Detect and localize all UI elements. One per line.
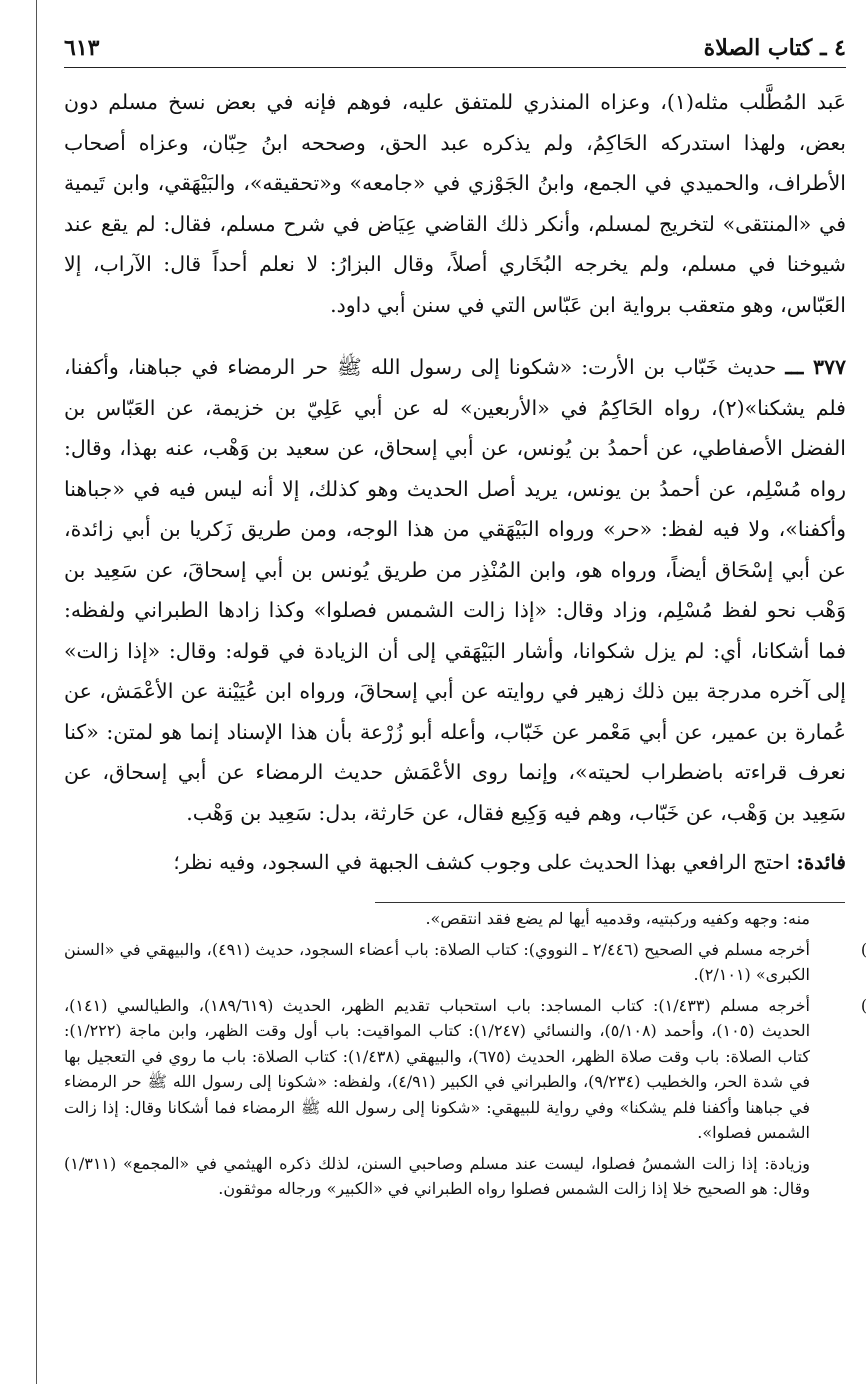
page-header <box>64 30 846 68</box>
footnote-2 <box>64 993 867 1146</box>
footnote-1 <box>64 937 867 988</box>
paragraph-spacer <box>64 325 846 347</box>
page-number: ٦١٣ <box>64 35 100 61</box>
hadith-number: ٣٧٧ ـــ <box>785 355 846 379</box>
footnote-separator <box>375 902 845 903</box>
paragraph-1: عَبد المُطَّلب مثله(١)، وعزاه المنذري للمتفق عليه، فوهم فإنه في بعض نسخ مسلم دون بعض، ولهذا استدركه الحَاكِمُ، ولم يذكره عبد الحق، وصححه ابنُ حِبّان، وعزاه أصحاب الأطراف، والحميدي في الجمع، وابنُ الجَوْزي في «جامعه» و«تحقيقه»، والبَيْهَقي، وابن تَيمية في «المنتقى» لتخريج لمسلم، وأنكر ذلك القاضي عِيَاض في شرح مسلم، فقال: لم يقع عند شيوخنا في مسلم، ولم يخرجه البُخَاري أصلاً، وقال البزارُ: لا نعلم أحداً قال: الآراب، إلا العَبّاس، وهو متعقب برواية ابن عَبّاس التي في سنن أبي داود. <box>64 90 846 317</box>
benefit-text: احتج الرافعي بهذا الحديث على وجوب كشف الجبهة في السجود، وفيه نظر؛ <box>173 850 791 874</box>
footnote-continuation <box>64 906 846 932</box>
page-binding-edge <box>36 0 37 1384</box>
hadith-text: حديث خَبّاب بن الأرت: «شكونا إلى رسول الله ﷺ حر الرمضاء في جباهنا، وأكفنا، فلم يشكنا»(٢)، رواه الحَاكِمُ في «الأربعين» له عن أبي عَلِيّ بن خزيمة، عن العَبّاس بن الفضل الأصفاطي، عن أحمدُ بن يُونس، عن أبي إسحاق، عن سعيد بن وَهْب، عنه بهذا، وقال: رواه مُسْلِم، عن أحمدُ بن يونس، يريد أصل الحديث وهو كذلك، إلا أنه ليس فيه في «جباهنا وأكفنا»، ولا فيه لفظ: «حر» ورواه البَيْهَقي من هذا الوجه، ومن طريق زَكريا بن أبي زائدة، عن أبي إسْحَاق أيضاً، ورواه هو، وابن المُنْذِر من طريق يُونس بن أبي إسحاقَ، عن سَعِيد بن وَهْب نحو لفظ مُسْلِم، وزاد وقال: «إذا زالت الشمس فصلوا» وكذا زادها الطبراني ولفظه: فما أشكانا، أي: لم يزل شكوانا، وأشار البَيْهَقي إلى أن الزيادة في قوله: وقال: «إذا زالت» إلى آخره مدرجة بين ذلك زهير في روايته عن أبي إسحاقَ، ورواه ابن عُيَيْنة عن الأعْمَش، عن عُمارة بن عمير، عن أبي مَعْمر عن خَبّاب، وأعله أبو زُرْعة بأن هذا الإسناد إنما هو لمتن: «كنا نعرف قراءته باضطراب لحيته»، وإنما روى الأعْمَش حديث الرمضاء عن أبي إسحاق، عن سَعِيد بن وَهْب، عن خَبّاب، وهم فيه وَكِيع فقال، عن حَارثة، بدل: سَعِيد بن وَهْب. <box>64 355 846 825</box>
benefit-note <box>64 842 846 882</box>
benefit-label: فائدة: <box>796 850 846 874</box>
paragraph-2 <box>64 347 846 833</box>
footnote-1-text: أخرجه مسلم في الصحيح (٢/٤٤٦ ـ النووي): كتاب الصلاة: باب أعضاء السجود، حديث (٤٩١)، والبيهقي في «السنن الكبرى» (٢/١٠١). <box>64 939 810 984</box>
footnotes <box>64 906 867 1202</box>
footnote-2-marker: ) <box>860 995 867 1015</box>
running-head: ٤ ـ كتاب الصلاة <box>703 35 846 61</box>
footnote-2-text: أخرجه مسلم (١/٤٣٣): كتاب المساجد: باب استحباب تقديم الظهر، الحديث (١٨٩/٦١٩)، والطيالسي (١٤١)، الحديث (١٠٥)، وأحمد (٥/١٠٨)، والنسائي (١/٢٤٧): كتاب المواقيت: باب أول وقت الظهر، وابن ماجة (١/٢٢٢): كتاب الصلاة: باب وقت صلاة الظهر، الحديث (٦٧٥)، والبيهقي (١/٤٣٨): كتاب الصلاة: باب ما روي في التعجيل بها في شدة الحر، والخطيب (٩/٢٣٤)، والطبراني في الكبير (٤/٩١)، ولفظه: «شكونا إلى رسول الله ﷺ حر الرمضاء في جباهنا وأكفنا فلم يشكنا» وفي رواية للبيهقي: «شكونا إلى رسول الله ﷺ الرمضاء فما أشكانا وقال: إذا زالت الشمس فصلوا». <box>64 995 811 1142</box>
footnote-continuation-text: منه: وجهه وكفيه وركبتيه، وقدميه أيها لم يضع فقد انتقص». <box>425 909 810 928</box>
main-text <box>64 82 846 833</box>
footnote-1-marker: ) <box>860 939 867 959</box>
footnote-2-continuation: وزيادة: إذا زالت الشمسُ فصلوا، ليست عند مسلم وصاحبي السنن، لذلك ذكره الهيثمي في «المجمع» (١/٣١١) وقال: هو الصحيح خلا إذا زالت الشمس فصلوا رواه الطبراني في «الكبير» ورجاله موثقون. <box>64 1153 810 1198</box>
footnote-continuation-marker <box>846 906 867 932</box>
